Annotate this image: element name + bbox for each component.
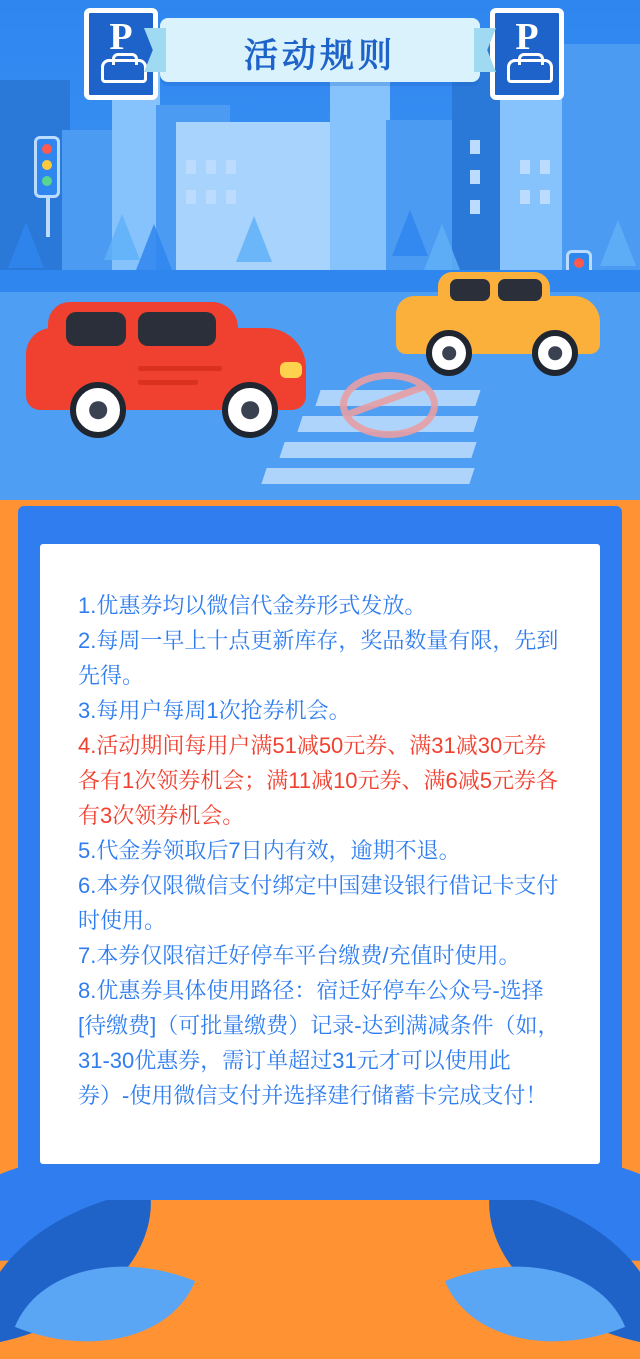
red-car: [26, 300, 306, 430]
window: [206, 160, 216, 174]
traffic-light-icon: [34, 136, 60, 198]
window: [470, 200, 480, 214]
building: [500, 84, 566, 280]
window: [206, 190, 216, 204]
window: [226, 190, 236, 204]
tree-icon: [8, 222, 44, 268]
car-icon: [507, 59, 553, 83]
rule-item-4: 4.活动期间每用户满51减50元券、满31减30元券各有1次领券机会；满11减10元券、满6减5元券各有3次领券机会。: [78, 733, 559, 828]
rule-item-7: 7.本券仅限宿迁好停车平台缴费/充值时使用。: [78, 943, 521, 968]
parking-sign-left-letter: P: [109, 16, 133, 58]
window: [540, 190, 550, 204]
window: [520, 190, 530, 204]
parking-sign-left: [84, 8, 158, 100]
crosswalk-stripe: [279, 442, 476, 458]
window: [186, 160, 196, 174]
tree-icon: [392, 210, 428, 256]
rules-list: [78, 588, 562, 1113]
yellow-car: [396, 272, 600, 376]
rule-item-3: 3.每用户每周1次抢券机会。: [78, 698, 351, 723]
hero-illustration: [0, 0, 640, 500]
parking-sign-right: [490, 8, 564, 100]
no-parking-icon: [340, 372, 438, 438]
rules-card-frame: [18, 506, 622, 1200]
rule-item-6: 6.本券仅限微信支付绑定中国建设银行借记卡支付时使用。: [78, 873, 559, 933]
rule-item-2: 2.每周一早上十点更新库存，奖品数量有限，先到先得。: [78, 628, 559, 688]
tree-icon: [104, 214, 140, 260]
window: [520, 160, 530, 174]
crosswalk-stripe: [261, 468, 474, 484]
title-banner: [160, 18, 480, 82]
tree-icon: [236, 216, 272, 262]
tree-icon: [424, 224, 460, 270]
rule-item-5: 5.代金券领取后7日内有效，逾期不退。: [78, 838, 461, 863]
building: [330, 66, 390, 280]
rules-card: [40, 544, 600, 1164]
tree-icon: [136, 224, 172, 270]
page-title: 活动规则: [244, 37, 396, 75]
window: [470, 140, 480, 154]
window: [540, 160, 550, 174]
window: [226, 160, 236, 174]
tree-icon: [600, 220, 636, 266]
window: [470, 170, 480, 184]
parking-sign-right-letter: P: [515, 16, 539, 58]
car-icon: [101, 59, 147, 83]
rule-item-1: 1.优惠券均以微信代金券形式发放。: [78, 593, 427, 618]
window: [186, 190, 196, 204]
rule-item-8: 8.优惠券具体使用路径：宿迁好停车公众号-选择[待缴费]（可批量缴费）记录-达到满减条件（如，31-30优惠券，需订单超过31元才可以使用此券）-使用微信支付并选择建行储蓄卡完成支付！: [78, 978, 560, 1108]
